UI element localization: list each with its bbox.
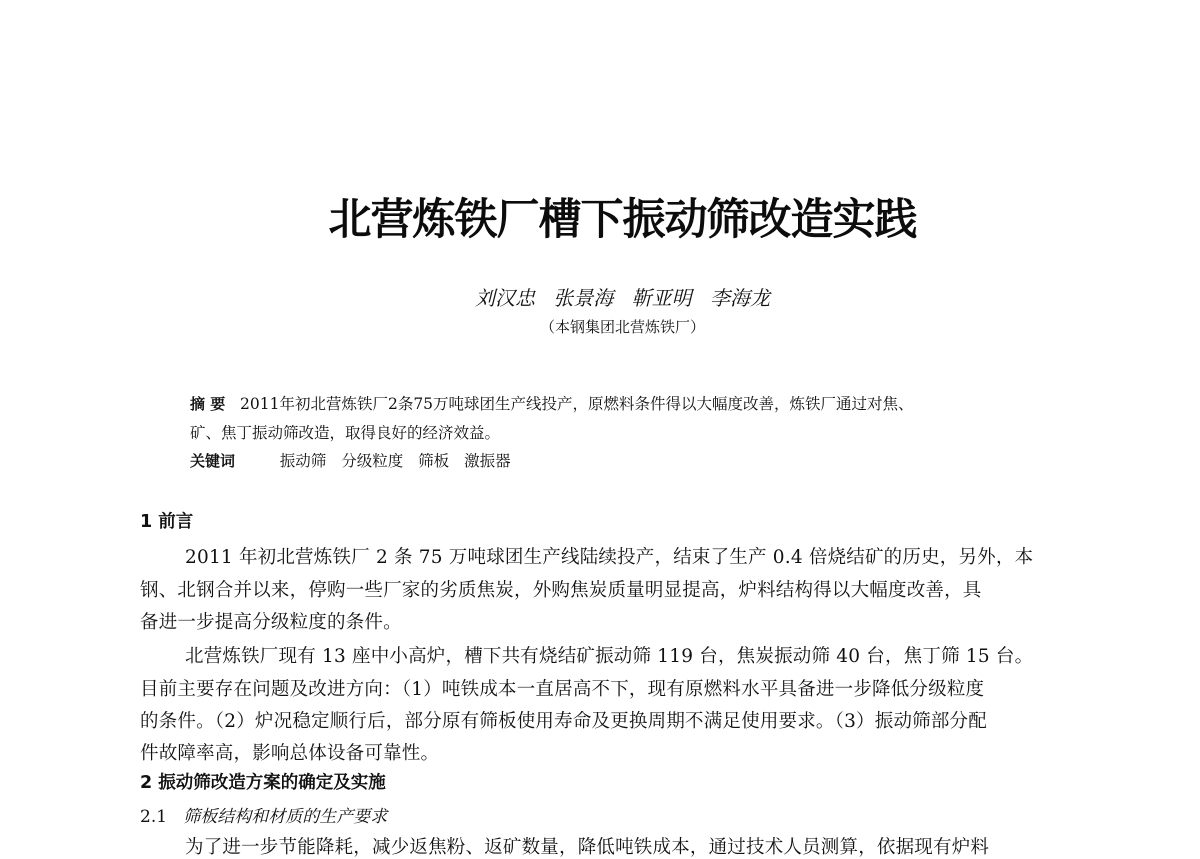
paragraph-1-line-3: 备进一步提高分级粒度的条件。 <box>140 612 402 633</box>
abstract-text-line-2: 矿、焦丁振动筛改造，取得良好的经济效益。 <box>190 424 501 442</box>
section-1-heading: 1 前言 <box>140 512 194 532</box>
section-2-1-title: 筛板结构和材质的生产要求 <box>183 807 388 827</box>
keywords <box>190 449 511 471</box>
abstract <box>190 392 914 414</box>
keywords-label: 关键词 <box>190 452 236 470</box>
affiliation: （本钢集团北营炼铁厂） <box>539 318 705 336</box>
section-2-1-heading <box>140 802 387 827</box>
paragraph-2-line-3: 的条件。（2）炉况稳定顺行后，部分原有筛板使用寿命及更换周期不满足使用要求。（3）振动筛部分配 <box>140 711 987 732</box>
paragraph-1-line-1: 2011 年初北营炼铁厂 2 条 75 万吨球团生产线陆续投产，结束了生产 0.4 倍烧结矿的历史，另外，本 <box>185 547 1034 568</box>
paragraph-2-line-2: 目前主要存在问题及改进方向：（1）吨铁成本一直居高不下，现有原燃料水平具备进一步降低分级粒度 <box>140 679 985 700</box>
paragraph-1-line-2: 钢、北钢合并以来，停购一些厂家的劣质焦炭，外购焦炭质量明显提高，炉料结构得以大幅度改善，具 <box>140 580 982 601</box>
paragraph-2-line-1: 北营炼铁厂现有 13 座中小高炉，槽下共有烧结矿振动筛 119 台，焦炭振动筛 40 台，焦丁筛 15 台。 <box>185 646 1034 667</box>
abstract-text-line-1: 2011年初北营炼铁厂2条75万吨球团生产线投产，原燃料条件得以大幅度改善，炼铁厂通过对焦、 <box>240 395 914 413</box>
paragraph-2-line-4: 件故障率高，影响总体设备可靠性。 <box>140 743 440 764</box>
paragraph-3-line-1: 为了进一步节能降耗，减少返焦粉、返矿数量，降低吨铁成本，通过技术人员测算，依据现有炉料 <box>185 837 990 858</box>
section-2-1-number: 2.1 <box>140 807 168 827</box>
keywords-text: 振动筛 分级粒度 筛板 激振器 <box>279 452 511 470</box>
paper-title: 北营炼铁厂槽下振动筛改造实践 <box>328 195 917 245</box>
abstract-label: 摘 要 <box>190 395 226 413</box>
section-2-heading: 2 振动筛改造方案的确定及实施 <box>140 773 386 793</box>
author-list: 刘汉忠 张景海 靳亚明 李海龙 <box>474 286 771 310</box>
